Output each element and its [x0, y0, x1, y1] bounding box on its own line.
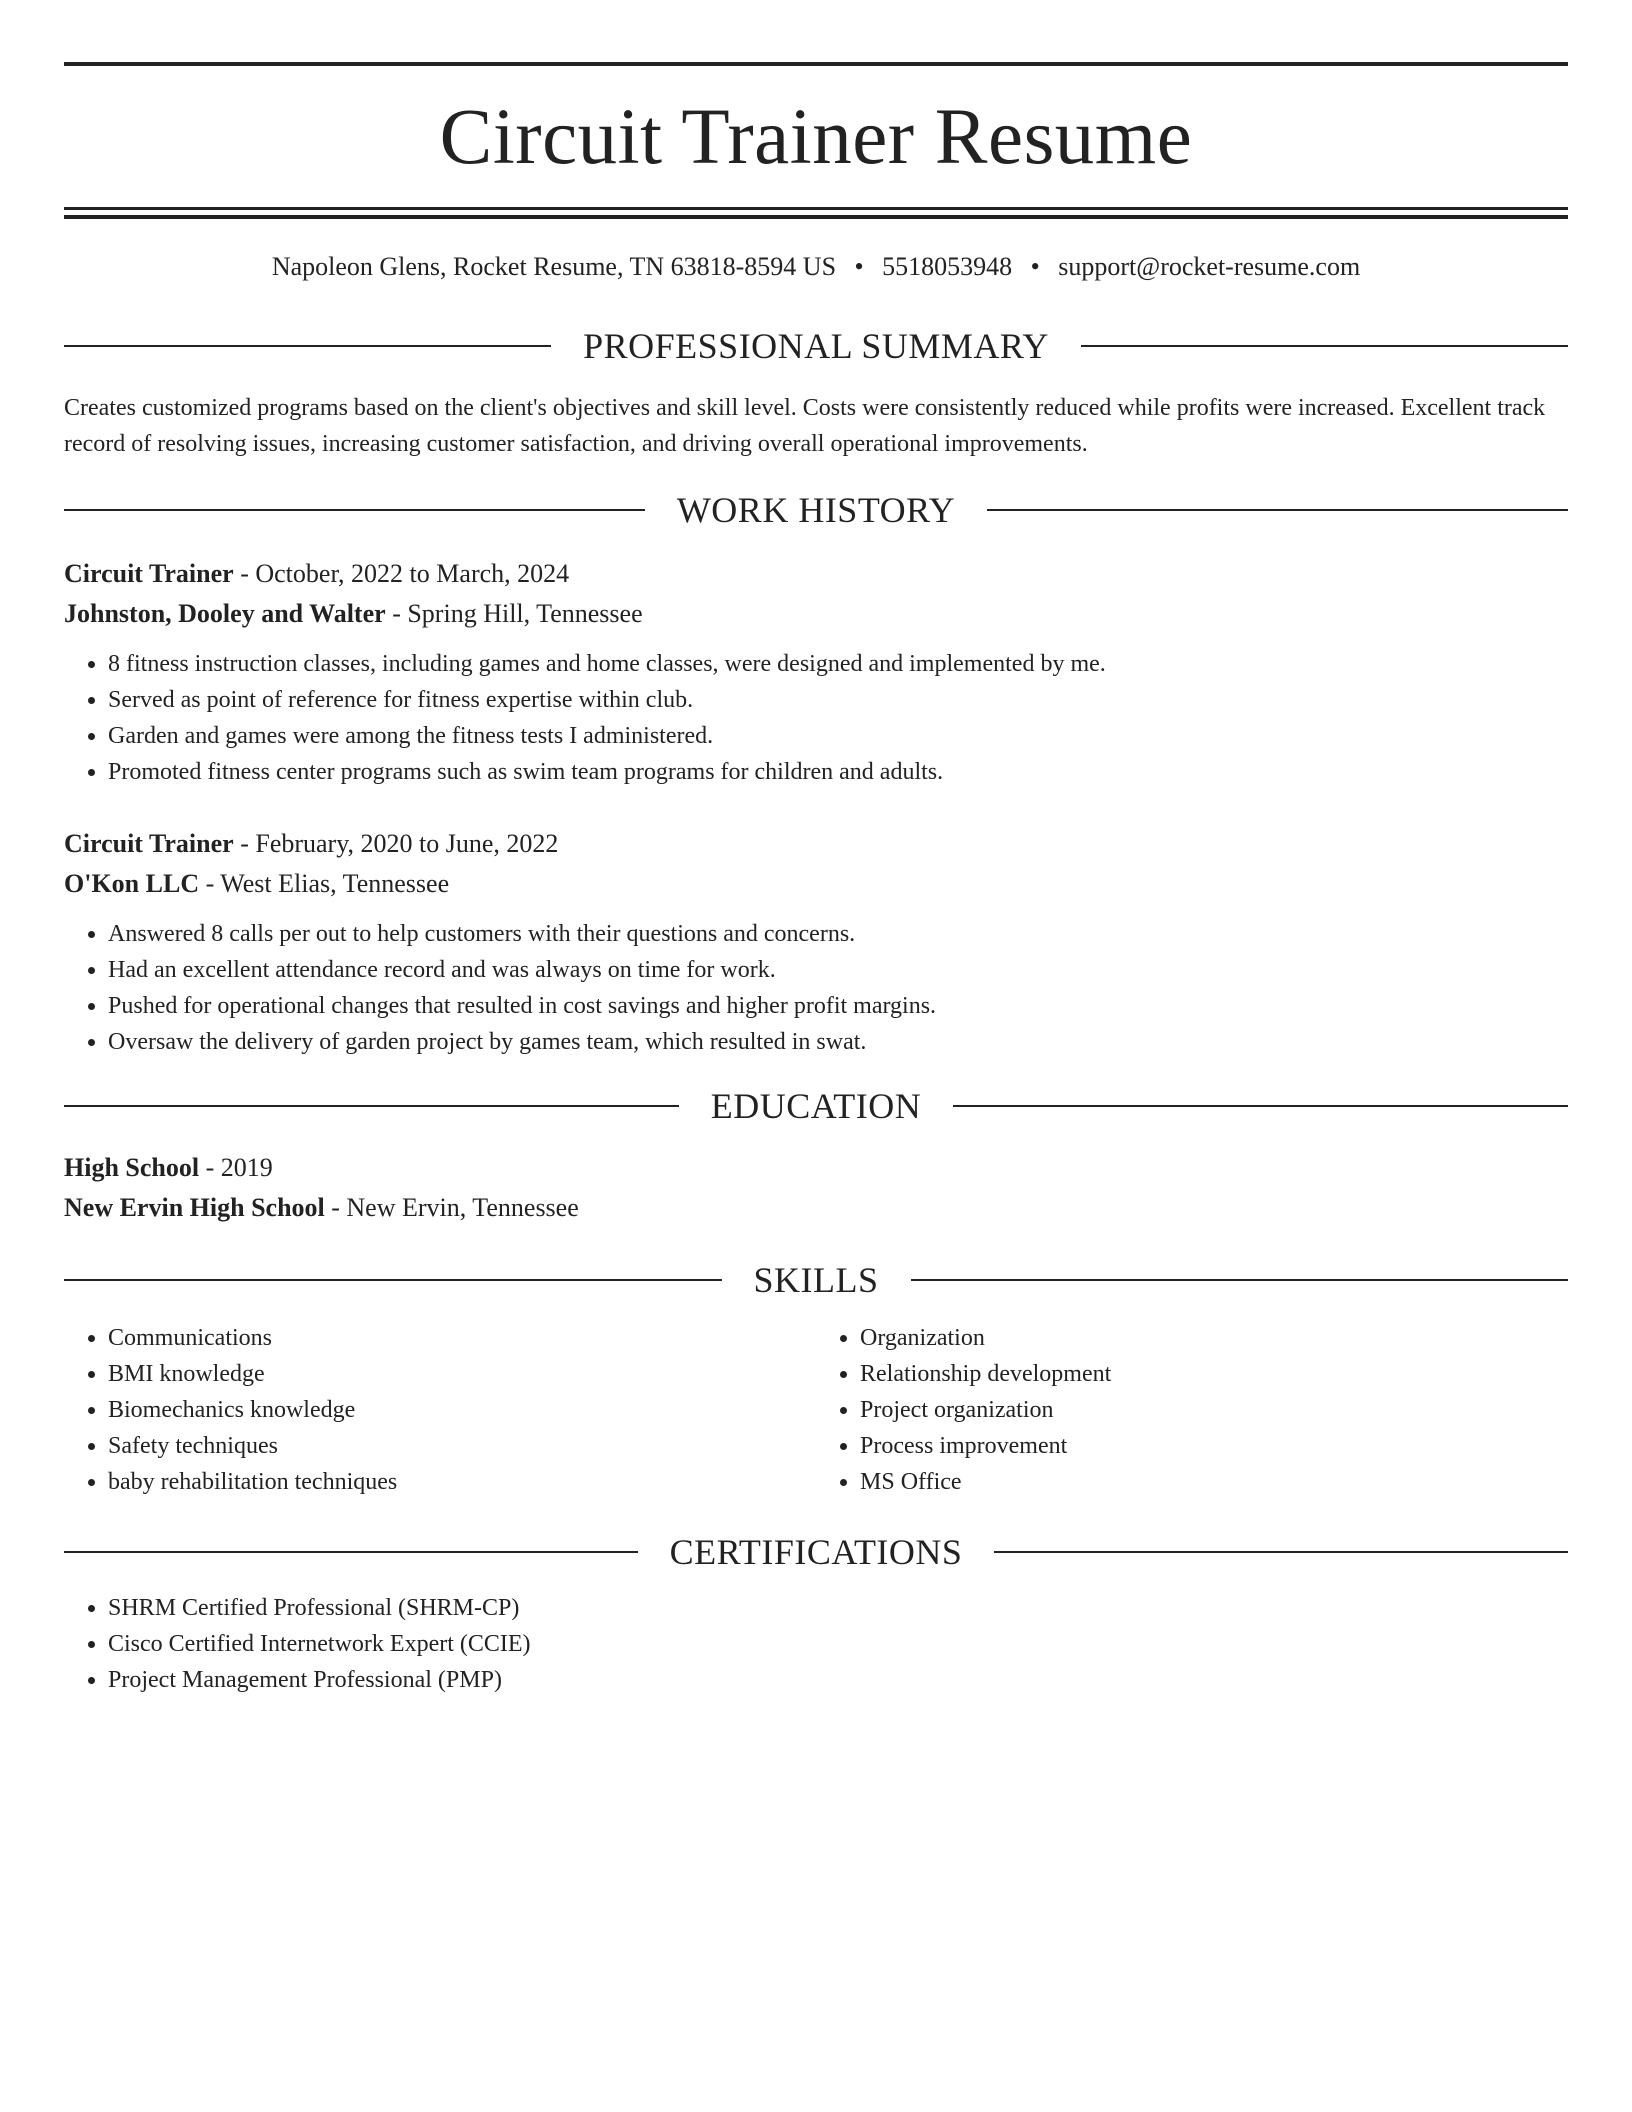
section-heading-skills [64, 1260, 1568, 1301]
job-bullet: • Served as point of reference for fitness expertise within club. [108, 682, 1568, 718]
heading-rule [1081, 345, 1568, 347]
job-title-line [64, 554, 1568, 594]
top-rule [64, 62, 1568, 66]
job-entry [64, 554, 1568, 790]
heading-rule [911, 1279, 1569, 1281]
heading-rule [994, 1551, 1568, 1553]
skills-heading: SKILLS [753, 1260, 879, 1301]
education-school: New Ervin High School [64, 1193, 325, 1223]
heading-rule [64, 1105, 679, 1107]
certifications-block [64, 1590, 1568, 1698]
skill-item: • Organization [860, 1320, 1568, 1356]
skill-item: • Communications [108, 1320, 816, 1356]
job-bullet: • Garden and games were among the fitness tests I administered. [108, 718, 1568, 754]
contact-line [64, 251, 1568, 282]
skill-item: • Project organization [860, 1392, 1568, 1428]
job-company: Johnston, Dooley and Walter [64, 599, 386, 629]
job-bullets [64, 916, 1568, 1060]
job-bullet: • Pushed for operational changes that resulted in cost savings and higher profit margins. [108, 988, 1568, 1024]
job-location: - Spring Hill, Tennessee [385, 599, 643, 629]
page-title: Circuit Trainer Resume [439, 94, 1193, 181]
job-location: - West Elias, Tennessee [199, 869, 450, 899]
resume-page [64, 0, 1568, 1698]
contact-email: support@rocket-resume.com [1058, 252, 1361, 281]
heading-rule [64, 1551, 638, 1553]
skill-item: • Relationship development [860, 1356, 1568, 1392]
skill-item: • baby rehabilitation techniques [108, 1464, 816, 1500]
summary-heading: PROFESSIONAL SUMMARY [583, 326, 1049, 367]
heading-rule [987, 509, 1568, 511]
job-bullet: • Promoted fitness center programs such as swim team programs for children and adults. [108, 754, 1568, 790]
education-degree: High School [64, 1153, 200, 1183]
job-entry [64, 824, 1568, 1060]
job-bullet: • Had an excellent attendance record and was always on time for work. [108, 952, 1568, 988]
heading-rule [64, 345, 551, 347]
job-company: O'Kon LLC [64, 869, 200, 899]
certifications-heading: CERTIFICATIONS [669, 1532, 963, 1573]
title-double-rule [64, 207, 1568, 219]
education-year: - 2019 [199, 1153, 273, 1183]
education-entry [64, 1148, 1568, 1228]
education-degree-line [64, 1148, 1568, 1188]
job-dates: - February, 2020 to June, 2022 [233, 829, 559, 859]
section-heading-certifications [64, 1532, 1568, 1573]
job-title-line [64, 824, 1568, 864]
skills-columns [64, 1320, 1568, 1500]
certification-item: • Project Management Professional (PMP) [108, 1662, 1568, 1698]
job-company-line [64, 864, 1568, 904]
education-heading: EDUCATION [710, 1086, 922, 1127]
summary-text: Creates customized programs based on the client's objectives and skill level. Costs were consistently reduced while profits were increased. Excellent track record of resolving issues, increasing customer satisfaction, and driving overall operational improvements. [64, 395, 1546, 458]
skill-item: • MS Office [860, 1464, 1568, 1500]
section-heading-work [64, 490, 1568, 531]
skills-list-left [64, 1320, 816, 1500]
certification-item: • SHRM Certified Professional (SHRM-CP) [108, 1590, 1568, 1626]
skill-item: • Biomechanics knowledge [108, 1392, 816, 1428]
job-title: Circuit Trainer [64, 829, 234, 859]
job-bullets [64, 646, 1568, 790]
contact-phone: 5518053948 [882, 252, 1013, 281]
skill-item: • Process improvement [860, 1428, 1568, 1464]
certification-item: • Cisco Certified Internetwork Expert (CCIE) [108, 1626, 1568, 1662]
heading-rule [64, 1279, 722, 1281]
job-bullet: • Answered 8 calls per out to help customers with their questions and concerns. [108, 916, 1568, 952]
section-heading-summary [64, 326, 1568, 367]
job-company-line [64, 594, 1568, 634]
job-dates: - October, 2022 to March, 2024 [233, 559, 570, 589]
job-bullet: • Oversaw the delivery of garden project by games team, which resulted in swat. [108, 1024, 1568, 1060]
heading-rule [64, 509, 645, 511]
contact-separator: • [854, 252, 864, 281]
skill-item: • BMI knowledge [108, 1356, 816, 1392]
certifications-list [64, 1590, 1568, 1698]
education-location: - New Ervin, Tennessee [324, 1193, 579, 1223]
skill-item: • Safety techniques [108, 1428, 816, 1464]
section-heading-education [64, 1086, 1568, 1127]
education-school-line [64, 1188, 1568, 1228]
contact-address: Napoleon Glens, Rocket Resume, TN 63818-8594 US [271, 252, 837, 281]
heading-rule [953, 1105, 1568, 1107]
job-bullet: • 8 fitness instruction classes, including games and home classes, were designed and implemented by me. [108, 646, 1568, 682]
contact-separator: • [1030, 252, 1040, 281]
work-heading: WORK HISTORY [676, 490, 956, 531]
skills-list-right [816, 1320, 1568, 1500]
job-title: Circuit Trainer [64, 559, 234, 589]
